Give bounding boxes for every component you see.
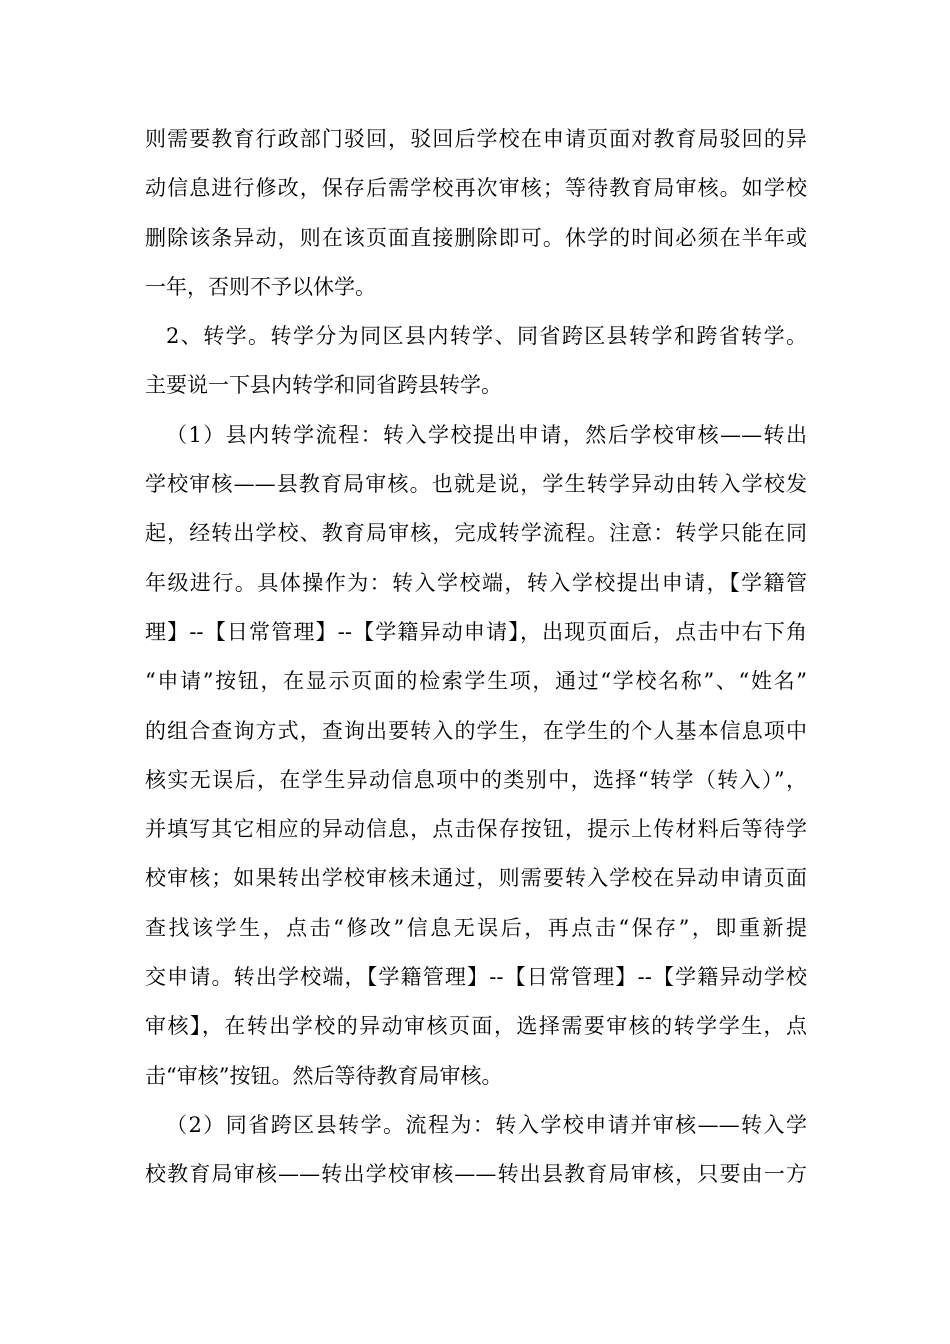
text-line: （2）同省跨区县转学。流程为：转入学校申请并审核——转入学 [166,1112,807,1137]
text-line: 核实无误后，在学生异动信息项中的类别中，选择“转学（转入）”， [145,767,807,792]
text-line: 删除该条异动，则在该页面直接删除即可。休学的时间必须在半年或 [145,225,807,250]
text-line: 校审核；如果转出学校审核未通过，则需要转入学校在异动申请页面 [145,866,807,891]
text-line: 主要说一下县内转学和同省跨县转学。 [145,373,502,398]
text-line: 动信息进行修改，保存后需学校再次审核；等待教育局审核。如学校 [145,176,807,201]
document-body [145,115,807,1200]
text-line: “申请”按钮，在显示页面的检索学生项，通过“学校名称”、“姓名” [145,669,807,694]
text-line: 起，经转出学校、教育局审核，完成转学流程。注意：转学只能在同 [145,521,807,546]
text-line: 则需要教育行政部门驳回，驳回后学校在申请页面对教育局驳回的异 [145,127,807,151]
text-line: 并填写其它相应的异动信息，点击保存按钮，提示上传材料后等待学 [145,817,807,842]
text-line: 的组合查询方式，查询出要转入的学生，在学生的个人基本信息项中 [145,718,807,743]
text-line: 交申请。转出学校端，【学籍管理】--【日常管理】--【学籍异动学校 [145,965,807,990]
text-line: （1）县内转学流程：转入学校提出申请，然后学校审核——转出 [166,422,807,447]
paragraph-suspension-continuation [145,115,807,312]
text-line: 校教育局审核——转出学校审核——转出县教育局审核，只要由一方 [145,1162,807,1187]
text-line: 年级进行。具体操作为：转入学校端，转入学校提出申请，【学籍管 [145,570,807,595]
paragraph-cross-county-transfer [145,1101,807,1200]
text-line: 一年，否则不予以休学。 [145,274,376,299]
paragraph-transfer-intro [145,312,807,411]
text-line: 学校审核——县教育局审核。也就是说，学生转学异动由转入学校发 [145,472,807,497]
text-line: 击“审核”按钮。然后等待教育局审核。 [145,1063,503,1088]
text-line: 2、转学。转学分为同区县内转学、同省跨区县转学和跨省转学。 [166,324,807,349]
text-line: 理】--【日常管理】--【学籍异动申请】，出现页面后，点击中右下角 [145,619,807,644]
text-line: 查找该学生，点击“修改”信息无误后，再点击“保存”，即重新提 [145,915,807,940]
paragraph-in-county-transfer [145,411,807,1101]
text-line: 审核】，在转出学校的异动审核页面，选择需要审核的转学学生，点 [145,1014,807,1039]
